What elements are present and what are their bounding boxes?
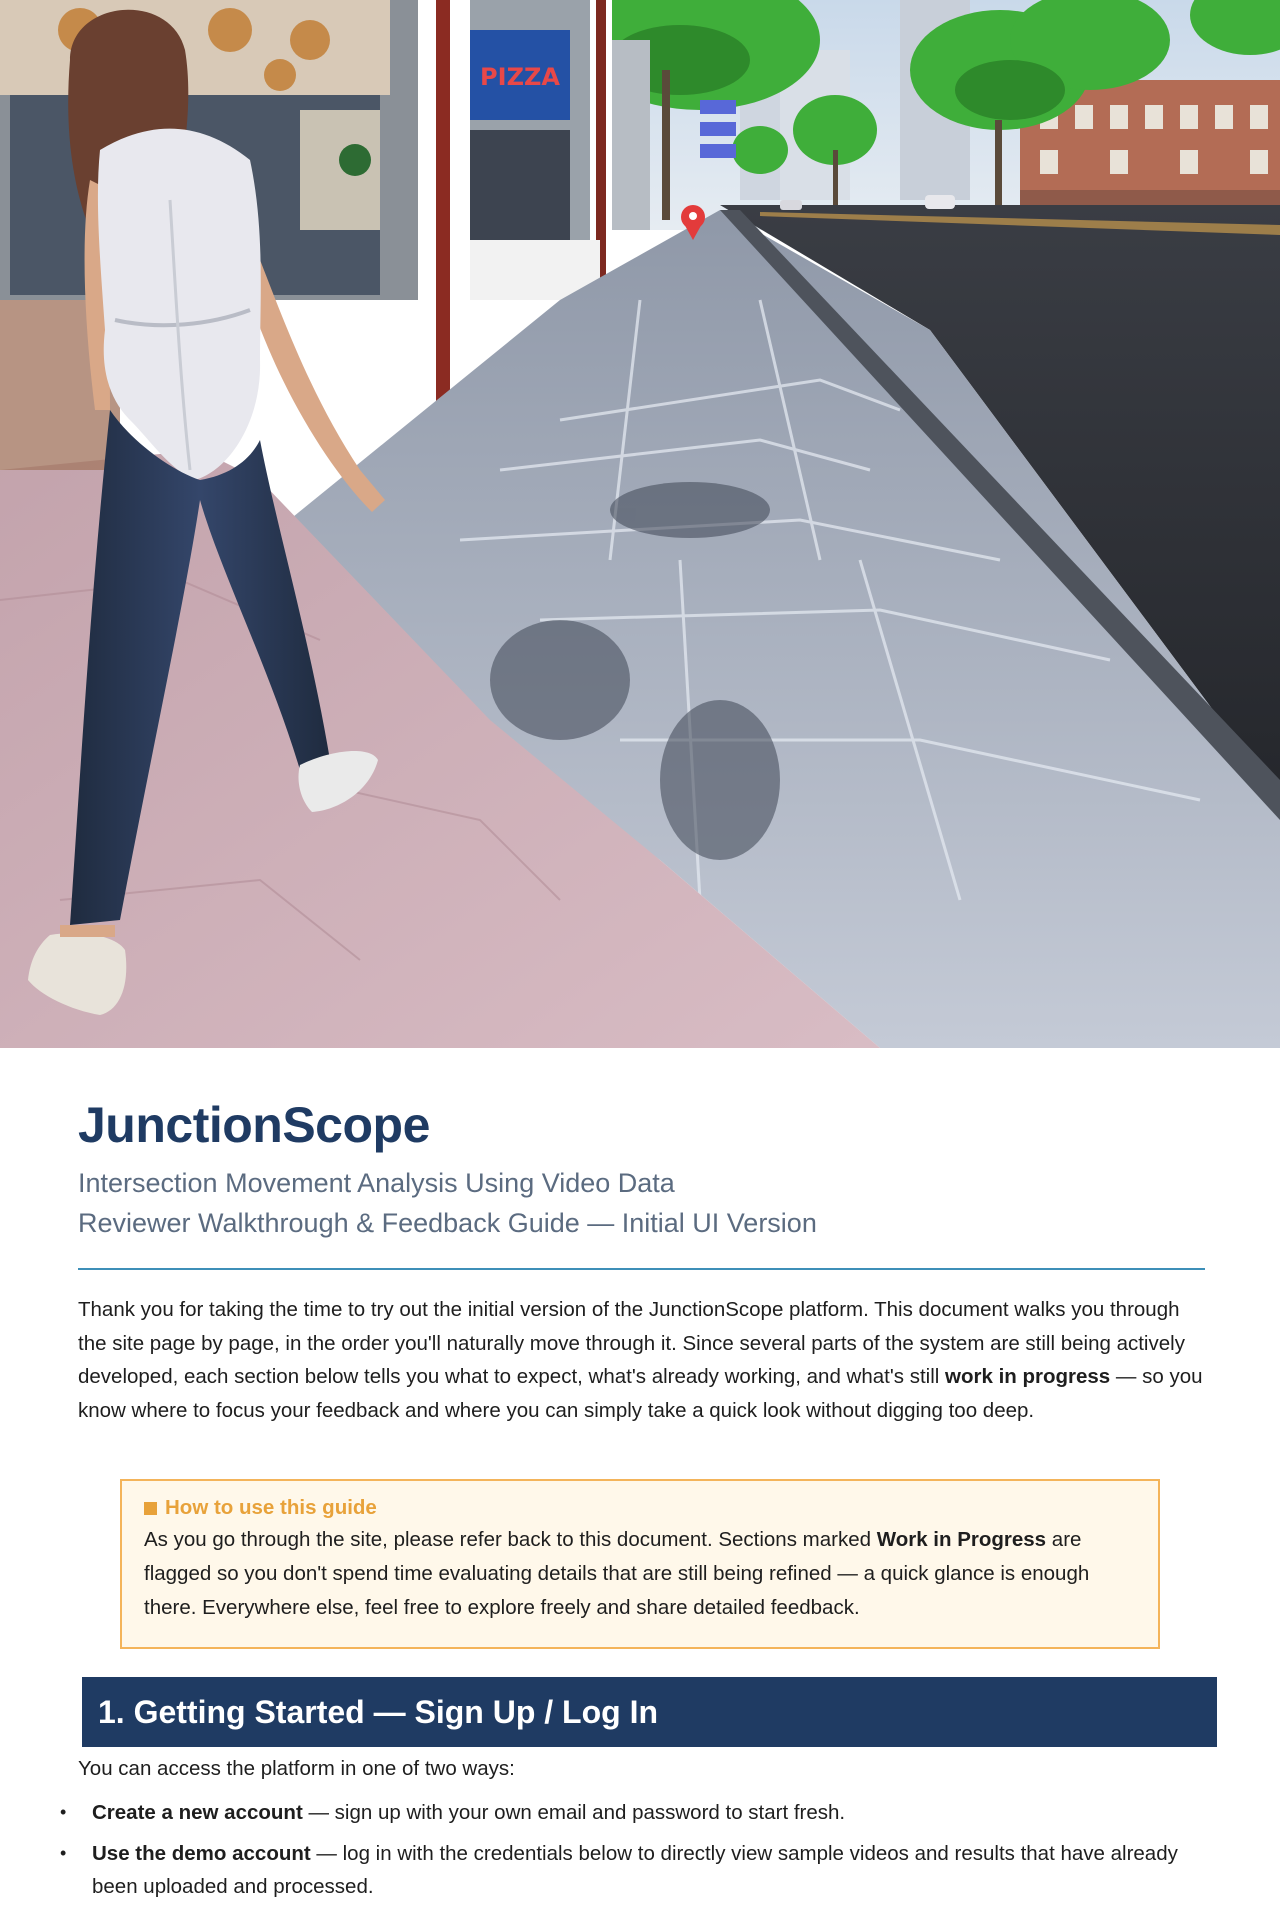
access-options-list: [55, 1796, 1215, 1911]
list-item-label: Create a new account: [92, 1801, 303, 1824]
square-bullet-icon: [144, 1502, 157, 1515]
callout-heading-text: How to use this guide: [165, 1496, 377, 1519]
section-title: 1. Getting Started — Sign Up / Log In: [98, 1693, 658, 1730]
list-item-label: Use the demo account: [92, 1842, 311, 1865]
intro-text-end: — so you know where to focus your feedback and where you can simply take a quick look without digging too deep.: [78, 1365, 1203, 1422]
intro-text: Thank you for taking the time to try out the initial version of the JunctionScope platform. This document walks you through the site page by page, in the order you'll naturally move through it. Since several parts of the system are still being actively developed, each section below tells you what to expect, what's already working, and what's still: [78, 1298, 1185, 1388]
list-item: [55, 1837, 1215, 1903]
access-intro-text: You can access the platform in one of two ways:: [78, 1757, 515, 1780]
callout-text-end: are flagged so you don't spend time evaluating details that are still being refined — a quick glance is enough there. Everywhere else, feel free to explore freely and share detailed feedback.: [144, 1528, 1090, 1619]
callout-text: As you go through the site, please refer back to this document. Sections marked: [144, 1528, 877, 1551]
list-item: [55, 1796, 1215, 1829]
bullet-icon: •: [60, 1843, 67, 1863]
list-item-text: — sign up with your own email and password to start fresh.: [302, 1801, 846, 1824]
intro-paragraph: [78, 1293, 1208, 1427]
title-divider: [78, 1268, 1205, 1270]
intro-emphasis: work in progress: [945, 1365, 1111, 1388]
document-subtitle: Intersection Movement Analysis Using Video Data: [78, 1168, 675, 1198]
document-subtitle-version: Reviewer Walkthrough & Feedback Guide — Initial UI Version: [78, 1208, 817, 1238]
pizza-sign: PIZZA: [480, 63, 560, 91]
document-title: JunctionScope: [78, 1097, 430, 1153]
section-header-getting-started: [82, 1677, 1217, 1747]
list-item-text: — log in with the credentials below to directly view sample videos and results that have already been uploaded and processed.: [92, 1842, 1178, 1898]
callout-heading: [144, 1493, 1136, 1523]
bullet-icon: •: [60, 1802, 67, 1822]
how-to-use-callout: [120, 1479, 1160, 1649]
callout-body: [144, 1523, 1136, 1625]
callout-emphasis: Work in Progress: [876, 1528, 1047, 1551]
